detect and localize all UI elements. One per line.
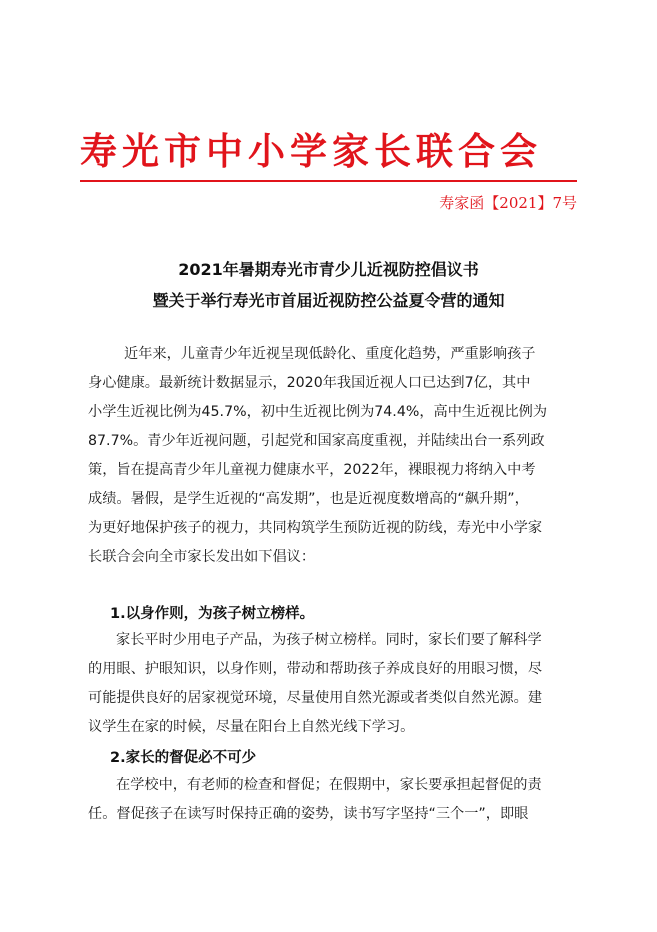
document-number: 寿家函【2021】7号	[439, 194, 577, 212]
document-title-line-2: 暨关于举行寿光市首届近视防控公益夏令营的通知	[152, 291, 505, 310]
section-2-heading: 2.家长的督促必不可少	[110, 750, 257, 766]
section-1-line: 的用眼、护眼知识，以身作则，带动和帮助孩子养成良好的用眼习惯，尽	[88, 661, 543, 677]
section-1-line: 可能提供良好的居家视觉环境，尽量使用自然光源或者类似自然光源。建	[88, 690, 543, 706]
section-2-line: 任。督促孩子在读写时保持正确的姿势，读书写字坚持“三个一”，即眼	[88, 806, 529, 822]
red-divider-line	[80, 180, 577, 182]
section-2-line: 在学校中，有老师的检查和督促；在假期中，家长要承担起督促的责	[116, 777, 542, 793]
section-1-line: 议学生在家的时候，尽量在阳台上自然光线下学习。	[88, 719, 415, 735]
intro-line: 87.7%。青少年近视问题，引起党和国家高度重视，并陆续出台一系列政	[88, 433, 545, 449]
intro-line: 小学生近视比例为45.7%，初中生近视比例为74.4%，高中生近视比例为	[88, 404, 548, 420]
org-title: 寿光市中小学家长联合会	[80, 129, 542, 173]
intro-line: 身心健康。最新统计数据显示，2020年我国近视人口已达到7亿，其中	[88, 375, 531, 391]
intro-line: 成绩。暑假，是学生近视的“高发期”，也是近视度数增高的“飙升期”，	[88, 491, 529, 507]
section-1-line: 家长平时少用电子产品，为孩子树立榜样。同时，家长们要了解科学	[116, 632, 542, 648]
intro-line: 策，旨在提高青少年儿童视力健康水平，2022年，裸眼视力将纳入中考	[88, 462, 536, 478]
intro-line: 近年来，儿童青少年近视呈现低龄化、重度化趋势，严重影响孩子	[124, 346, 536, 362]
intro-line: 为更好地保护孩子的视力，共同构筑学生预防近视的防线，寿光中小学家	[88, 520, 543, 536]
intro-line: 长联合会向全市家长发出如下倡议：	[88, 549, 316, 565]
section-1-heading: 1.以身作则，为孩子树立榜样。	[110, 606, 315, 622]
document-title-line-1: 2021年暑期寿光市青少儿近视防控倡议书	[178, 260, 479, 279]
